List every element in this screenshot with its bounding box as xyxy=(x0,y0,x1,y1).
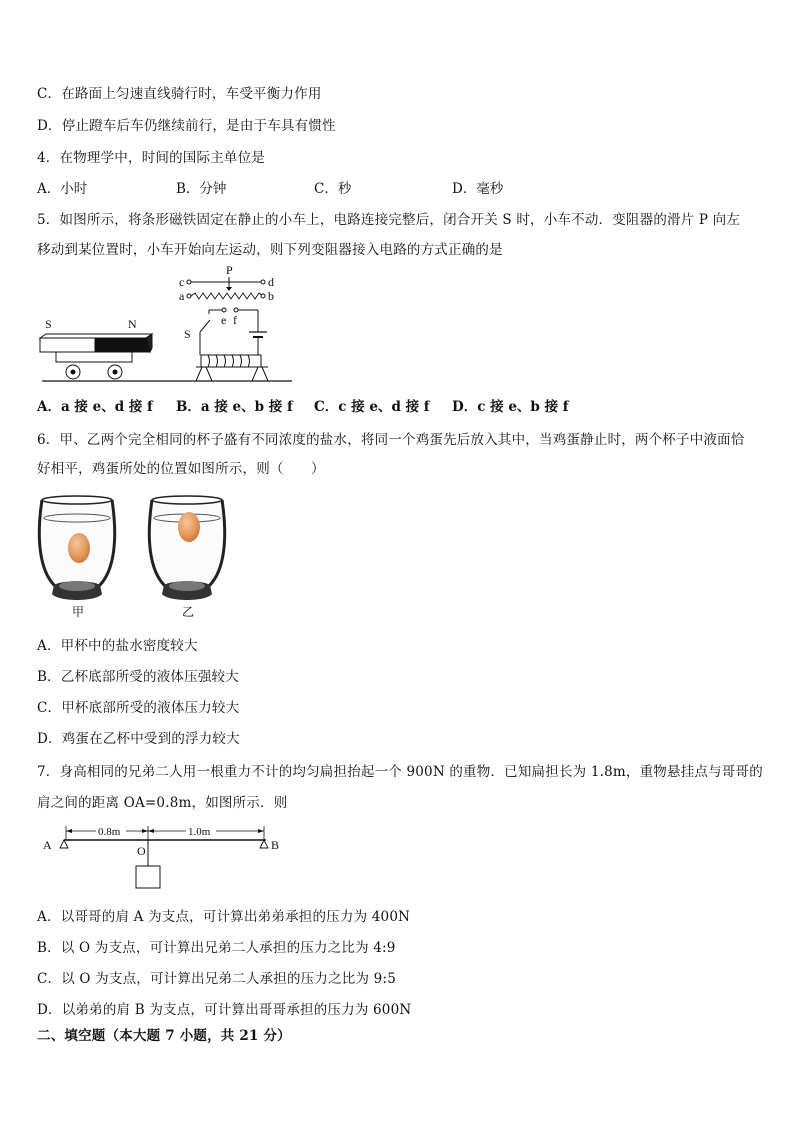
q6-option-a: A．甲杯中的盐水密度较大 xyxy=(37,638,198,654)
q5-option-a: A．a 接 e、d 接 f xyxy=(37,399,153,415)
q6-stem-line1: 6．甲、乙两个完全相同的杯子盛有不同浓度的盐水，将同一个鸡蛋先后放入其中，当鸡蛋静止时，两个杯子中液面恰 xyxy=(37,432,745,448)
label-yi: 乙 xyxy=(182,605,195,619)
q7-stem-line2: 肩之间的距离 OA=0.8m，如图所示．则 xyxy=(37,795,288,811)
terminal-e-label: e xyxy=(221,313,227,327)
q6-option-d: D．鸡蛋在乙杯中受到的浮力较大 xyxy=(37,731,240,747)
q5-stem-line1: 5．如图所示，将条形磁铁固定在静止的小车上，电路连接完整后，闭合开关 S 时，小车不动．变阻器的滑片 P 向左 xyxy=(37,212,741,228)
dim-oa-label: 0.8m xyxy=(98,826,121,838)
q5-stem-line2: 移动到某位置时，小车开始向左运动，则下列变阻器接入电路的方式正确的是 xyxy=(37,242,503,258)
point-a-label: A xyxy=(43,838,52,852)
q4-option-c: C．秒 xyxy=(314,181,352,197)
q4-option-d: D．毫秒 xyxy=(452,181,504,197)
label-jia: 甲 xyxy=(72,605,85,619)
section2-title: 二、填空题（本大题 7 小题，共 21 分） xyxy=(37,1028,291,1044)
egg-suspended xyxy=(178,512,200,542)
cart xyxy=(56,352,132,379)
q6-option-b: B．乙杯底部所受的液体压强较大 xyxy=(37,669,239,685)
q7-option-b: B．以 O 为支点，可计算出兄弟二人承担的压力之比为 4:9 xyxy=(37,940,396,956)
terminal-d-label: d xyxy=(268,275,274,289)
magnet-n-label: N xyxy=(128,317,137,331)
switch-s-label: S xyxy=(184,327,191,341)
egg-sinking xyxy=(68,533,90,563)
terminal-f-label: f xyxy=(233,313,237,327)
q5-option-d: D．c 接 e、b 接 f xyxy=(452,399,569,415)
q6-figure xyxy=(36,490,236,620)
rheostat xyxy=(179,263,274,303)
weight-block xyxy=(136,866,160,888)
point-o-label: O xyxy=(137,844,146,858)
q6-option-c: C．甲杯底部所受的液体压力较大 xyxy=(37,700,240,716)
q7-figure xyxy=(36,818,296,898)
q4-option-b: B．分钟 xyxy=(176,181,227,197)
q3-option-d: D．停止蹬车后车仍继续前行，是由于车具有惯性 xyxy=(37,118,336,134)
q7-option-c: C．以 O 为支点，可计算出兄弟二人承担的压力之比为 9:5 xyxy=(37,971,396,987)
terminal-c-label: c xyxy=(179,275,185,289)
support-a xyxy=(60,840,68,848)
q5-figure xyxy=(36,260,336,390)
q5-option-c: C．c 接 e、d 接 f xyxy=(314,399,430,415)
magnet-s-label: S xyxy=(45,317,52,331)
electromagnet-circuit xyxy=(184,308,268,381)
slider-p-label: P xyxy=(226,263,233,277)
support-b xyxy=(260,840,268,848)
terminal-b-label: b xyxy=(268,289,274,303)
glass-jia xyxy=(39,496,114,600)
q5-option-b: B．a 接 e、b 接 f xyxy=(176,399,293,415)
q7-option-a: A．以哥哥的肩 A 为支点，可计算出弟弟承担的压力为 400N xyxy=(37,909,411,925)
q6-stem-line2: 好相平，鸡蛋所处的位置如图所示，则（ ） xyxy=(37,461,325,477)
q3-option-c: C．在路面上匀速直线骑行时，车受平衡力作用 xyxy=(37,86,322,102)
point-b-label: B xyxy=(271,838,280,852)
bar-magnet xyxy=(40,334,152,352)
q7-stem-line1: 7．身高相同的兄弟二人用一根重力不计的均匀扁担抬起一个 900N 的重物．已知扁担长为 1.8m，重物悬挂点与哥哥的 xyxy=(37,764,763,780)
q4-stem: 4．在物理学中，时间的国际主单位是 xyxy=(37,150,265,166)
terminal-a-label: a xyxy=(179,289,185,303)
glass-yi xyxy=(149,496,224,600)
q4-option-a: A．小时 xyxy=(37,181,88,197)
dim-ob-label: 1.0m xyxy=(188,826,211,838)
q7-option-d: D．以弟弟的肩 B 为支点，可计算出哥哥承担的压力为 600N xyxy=(37,1002,412,1018)
